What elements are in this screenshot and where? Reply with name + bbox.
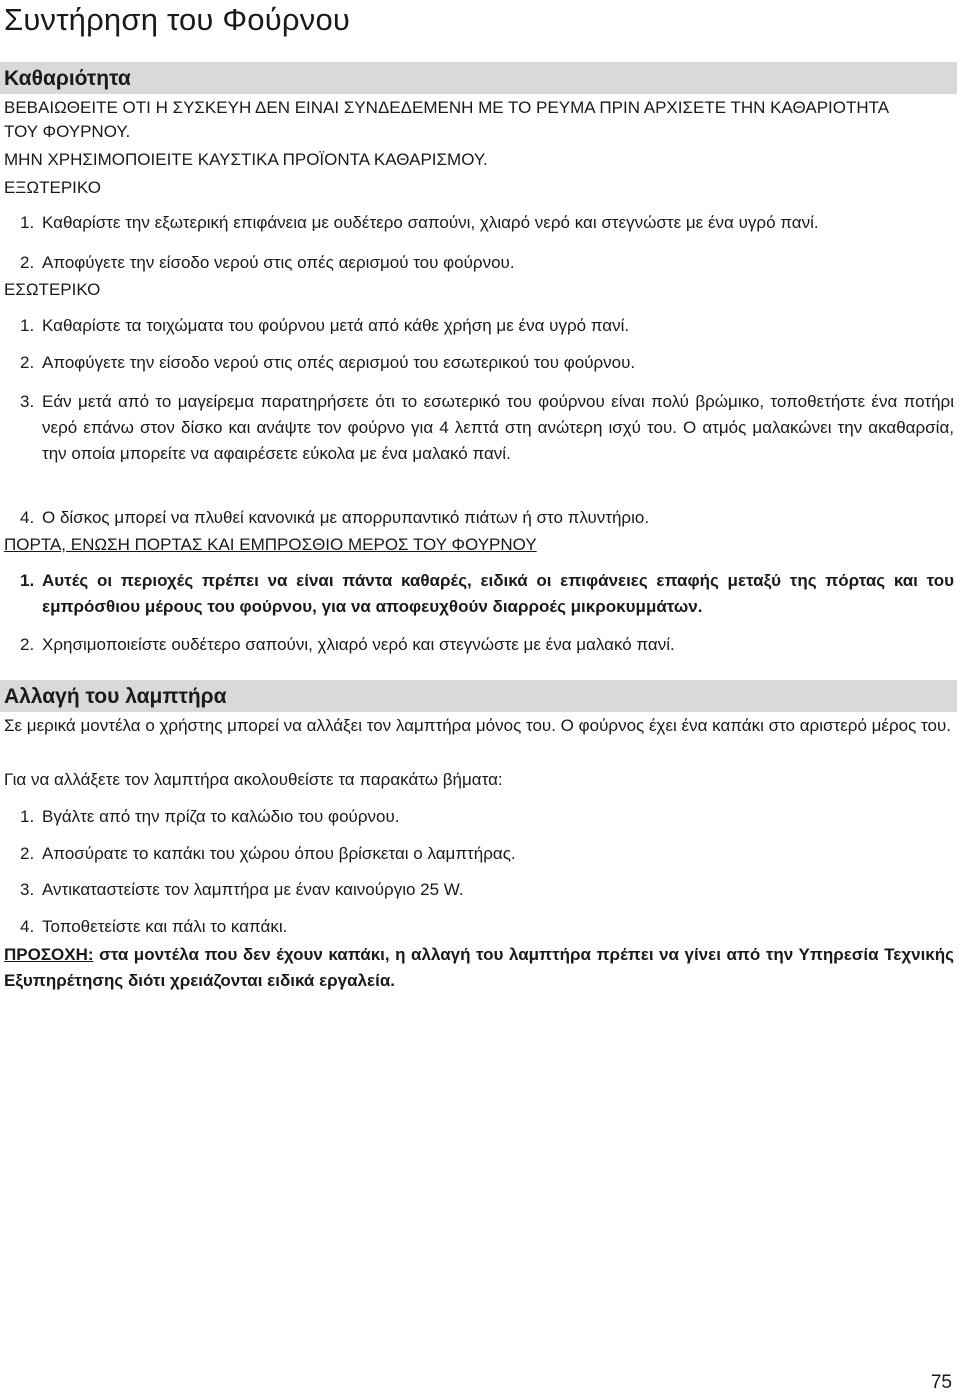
lamp-warning bbox=[4, 942, 954, 994]
list-item-text: Ο δίσκος μπορεί να πλυθεί κανονικά με απορρυπαντικό πιάτων ή στο πλυντήριο. bbox=[42, 508, 650, 527]
interior-heading: ΕΣΩΤΕΡΙΚΟ bbox=[4, 280, 101, 299]
list-item bbox=[20, 313, 954, 339]
section-title-cleaning: Καθαριότητα bbox=[4, 67, 131, 90]
list-item-number: 2. bbox=[20, 353, 35, 372]
list-item-text: Αποφύγετε την είσοδο νερού στις οπές αερισμού του εσωτερικού του φούρνου. bbox=[42, 353, 636, 372]
list-item bbox=[20, 804, 954, 830]
list-item bbox=[20, 389, 954, 467]
list-item-text: Καθαρίστε την εξωτερική επιφάνεια με ουδέτερο σαπούνι, χλιαρό νερό και στεγνώστε με ένα υγρό πανί. bbox=[42, 213, 819, 232]
list-item-text: Τοποθετείστε και πάλι το καπάκι. bbox=[42, 917, 288, 936]
list-item-text: Εάν μετά από το μαγείρεμα παρατηρήσετε ότι το εσωτερικό του φούρνου είναι πολύ βρώμικο, τοποθετήστε ένα ποτήρι νερό επάνω στον δίσκο και ανάψτε τον φούρνο για 4 λεπτά στη ανώτερη ισχύ του. Ο ατμός μαλακώνει την ακαθαρσία, την οποία μπορείτε να αφαιρέσετε εύκολα με ένα μαλακό πανί. bbox=[42, 392, 954, 463]
list-item-number: 4. bbox=[20, 508, 35, 527]
list-item bbox=[20, 914, 954, 940]
list-item-number: 1. bbox=[20, 316, 35, 335]
list-item-text: Βγάλτε από την πρίζα το καλώδιο του φούρνου. bbox=[42, 807, 400, 826]
list-item-text: Αντικαταστείστε τον λαμπτήρα με έναν καινούργιο 25 W. bbox=[42, 880, 464, 899]
list-item-number: 3. bbox=[20, 392, 35, 411]
exterior-heading: ΕΞΩΤΕΡΙΚΟ bbox=[4, 178, 101, 197]
unplug-warning: ΒΕΒΑΙΩΘΕΙΤΕ ΟΤΙ Η ΣΥΣΚΕΥΗ ΔΕΝ ΕΙΝΑΙ ΣΥΝΔΕΔΕΜΕΝΗ ΜΕ ΤΟ ΡΕΥΜΑ ΠΡΙΝ ΑΡΧΙΣΕΤΕ ΤΗΝ ΚΑΘΑΡΙΟΤΗΤΑ bbox=[4, 98, 890, 117]
list-item bbox=[20, 632, 954, 658]
list-item-text: Αυτές οι περιοχές πρέπει να είναι πάντα καθαρές, ειδικά οι επιφάνειες επαφής μεταξύ της πόρτας και του εμπρόσθιου μέρους του φούρνου, για να αποφευχθούν διαρροές μικροκυμμάτων. bbox=[42, 571, 954, 616]
list-item bbox=[20, 350, 954, 376]
list-item bbox=[20, 250, 954, 276]
page-number: 75 bbox=[930, 1372, 952, 1393]
section-header-lamp bbox=[0, 680, 957, 712]
list-item-number: 4. bbox=[20, 917, 35, 936]
lamp-intro: Σε μερικά μοντέλα ο χρήστης μπορεί να αλλάξει τον λαμπτήρα μόνος του. Ο φούρνος έχει ένα καπάκι στο αριστερό μέρος του. bbox=[4, 716, 952, 735]
unplug-warning-cont: ΤΟΥ ΦΟΥΡΝΟΥ. bbox=[4, 122, 131, 141]
list-item-number: 1. bbox=[20, 807, 35, 826]
no-caustic-warning: ΜΗΝ ΧΡΗΣΙΜΟΠΟΙΕΙΤΕ ΚΑΥΣΤΙΚΑ ΠΡΟΪΟΝΤΑ ΚΑΘΑΡΙΣΜΟΥ. bbox=[4, 150, 488, 169]
list-item-number: 2. bbox=[20, 253, 35, 272]
list-item-number: 1. bbox=[20, 571, 35, 590]
lamp-steps-intro: Για να αλλάξετε τον λαμπτήρα ακολουθείστε τα παρακάτω βήματα: bbox=[4, 770, 503, 789]
list-item-number: 2. bbox=[20, 635, 35, 654]
list-item-number: 2. bbox=[20, 844, 35, 863]
list-item-text: Χρησιμοποιείστε ουδέτερο σαπούνι, χλιαρό νερό και στεγνώστε με ένα μαλακό πανί. bbox=[42, 635, 675, 654]
list-item bbox=[20, 841, 954, 867]
list-item-text: Καθαρίστε τα τοιχώματα του φούρνου μετά από κάθε χρήση με ένα υγρό πανί. bbox=[42, 316, 630, 335]
list-item-number: 3. bbox=[20, 880, 35, 899]
warning-text: στα μοντέλα που δεν έχουν καπάκι, η αλλαγή του λαμπτήρα πρέπει να γίνει από την Υπηρεσία Τεχνικής Εξυπηρέτησης διότι χρειάζονται ειδικά εργαλεία. bbox=[4, 945, 954, 990]
list-item-number: 1. bbox=[20, 213, 35, 232]
section-title-lamp: Αλλαγή του λαμπτήρα bbox=[4, 685, 227, 708]
list-item bbox=[20, 210, 954, 236]
list-item bbox=[20, 568, 954, 620]
list-item bbox=[20, 877, 954, 903]
door-heading: ΠΟΡΤΑ, ΕΝΩΣΗ ΠΟΡΤΑΣ ΚΑΙ ΕΜΠΡΟΣΘΙΟ ΜΕΡΟΣ ΤΟΥ ΦΟΥΡΝΟΥ bbox=[4, 535, 537, 554]
list-item-text: Αποσύρατε το καπάκι του χώρου όπου βρίσκεται ο λαμπτήρας. bbox=[42, 844, 516, 863]
list-item-text: Αποφύγετε την είσοδο νερού στις οπές αερισμού του φούρνου. bbox=[42, 253, 515, 272]
section-header-cleaning bbox=[0, 62, 957, 94]
list-item bbox=[20, 505, 954, 531]
page-title: Συντήρηση του Φούρνου bbox=[4, 2, 351, 37]
warning-label: ΠΡΟΣΟΧΗ: bbox=[4, 945, 94, 964]
